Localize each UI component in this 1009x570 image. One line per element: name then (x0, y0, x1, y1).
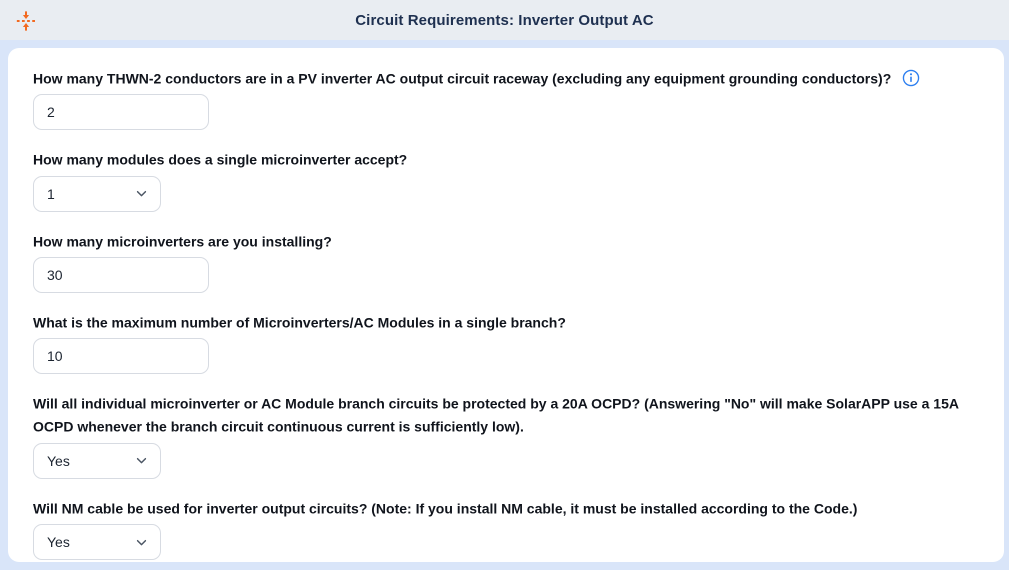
question-label: What is the maximum number of Microinverters/AC Modules in a single branch? (33, 314, 566, 331)
field-thwn2-conductors (33, 66, 969, 130)
question-label: Will all individual microinverter or AC Module branch circuits be protected by a 20A OCPD? (Answering "No" will make SolarAPP use a 15A OCPD whenever the branch circuit continuous current is sufficiently low). (33, 395, 959, 435)
field-microinverter-count (33, 229, 969, 293)
collapse-vertical-icon[interactable] (13, 8, 39, 34)
ocpd-protection-select[interactable] (33, 443, 161, 479)
field-nm-cable (33, 496, 969, 560)
selected-value: Yes (47, 534, 70, 551)
max-per-branch-input[interactable] (33, 338, 209, 374)
chevron-down-icon (135, 187, 148, 200)
field-max-per-branch (33, 310, 969, 374)
question-label: Will NM cable be used for inverter output circuits? (Note: If you install NM cable, it must be installed according to the Code.) (33, 500, 858, 517)
thwn2-conductors-input[interactable] (33, 94, 209, 130)
header-bar (0, 0, 1009, 40)
nm-cable-select[interactable] (33, 524, 161, 560)
selected-value: 1 (47, 185, 55, 202)
form-panel (8, 48, 1004, 562)
chevron-down-icon (135, 454, 148, 467)
selected-value: Yes (47, 452, 70, 469)
modules-per-microinverter-select[interactable] (33, 176, 161, 212)
info-circle-icon[interactable] (902, 69, 920, 87)
question-label: How many modules does a single microinverter accept? (33, 151, 408, 168)
question-label: How many microinverters are you installing? (33, 232, 332, 249)
chevron-down-icon (135, 536, 148, 549)
field-modules-per-microinverter (33, 147, 969, 211)
field-ocpd-protection (33, 391, 969, 479)
page-title: Circuit Requirements: Inverter Output AC (355, 11, 654, 29)
microinverter-count-input[interactable] (33, 257, 209, 293)
question-label: How many THWN-2 conductors are in a PV inverter AC output circuit raceway (excluding any equipment grounding conductors)? (33, 66, 969, 89)
